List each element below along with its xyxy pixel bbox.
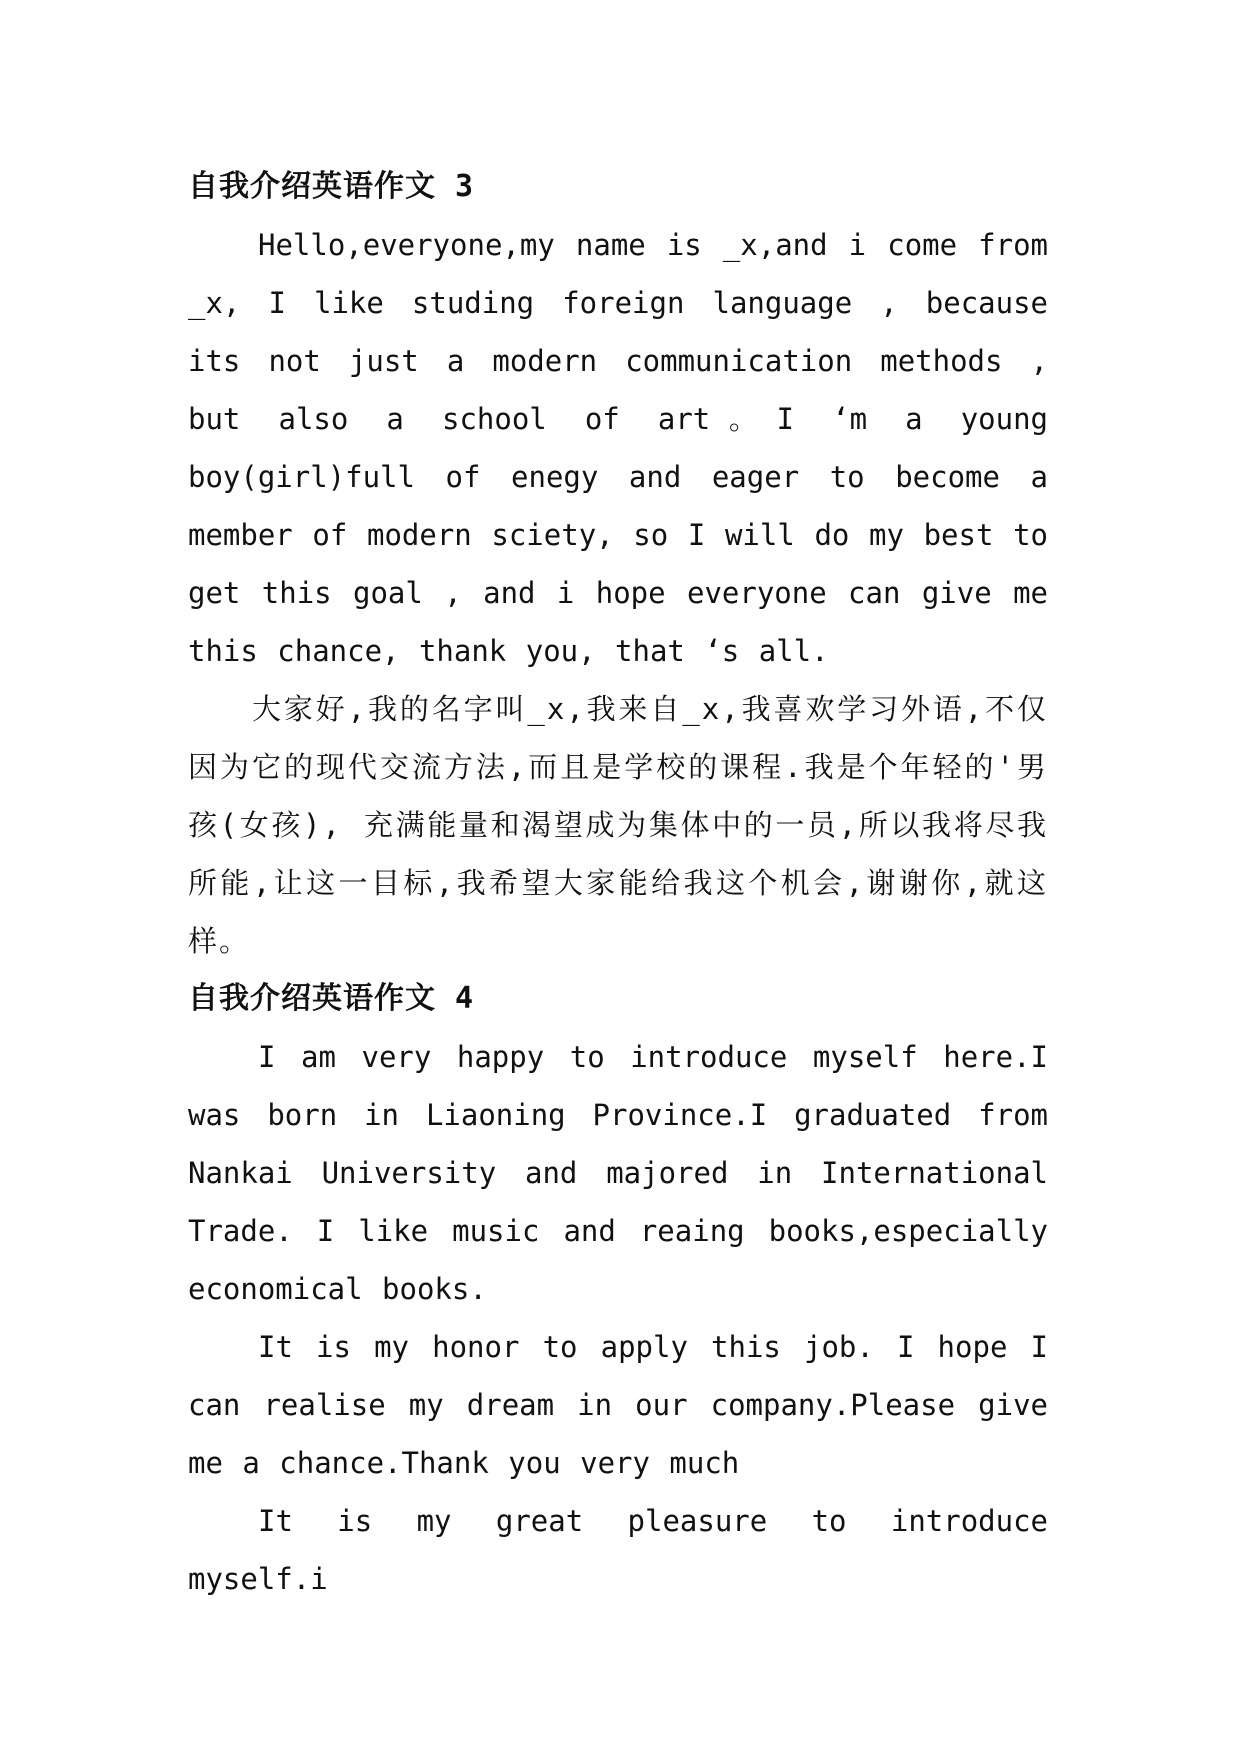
section-heading: 自我介绍英语作文 4 xyxy=(188,981,475,1016)
essay-section-3 xyxy=(188,158,1048,970)
section-heading: 自我介绍英语作文 3 xyxy=(188,169,475,204)
paragraph-english: I am very happy to introduce myself here.I was born in Liaoning Province.I graduated from Nankai University and majored in International Trade. I like music and reaing books,especially economical books. xyxy=(188,1040,1048,1306)
paragraph-english: It is my honor to apply this job. I hope I can realise my dream in our company.Please give me a chance.Thank you very much xyxy=(188,1330,1048,1480)
paragraph-chinese: 大家好,我的名字叫_x,我来自_x,我喜欢学习外语,不仅因为它的现代交流方法,而且是学校的课程.我是个年轻的'男孩(女孩), 充满能量和渴望成为集体中的一员,所以我将尽我所能,让这一目标,我希望大家能给我这个机会,谢谢你,就这样。 xyxy=(188,692,1048,958)
essay-section-4 xyxy=(188,970,1048,1608)
paragraph-english: Hello,everyone,my name is _x,and i come from _x, I like studing foreign language , because its not just a modern communication methods , but also a school of art。I ‘m a young boy(girl)full of enegy and eager to become a member of modern sciety, so I will do my best to get this goal , and i hope everyone can give me this chance, thank you, that ‘s all. xyxy=(188,228,1048,668)
document-body xyxy=(188,158,1048,1608)
paragraph-english: It is my great pleasure to introduce myself.i xyxy=(188,1504,1048,1596)
